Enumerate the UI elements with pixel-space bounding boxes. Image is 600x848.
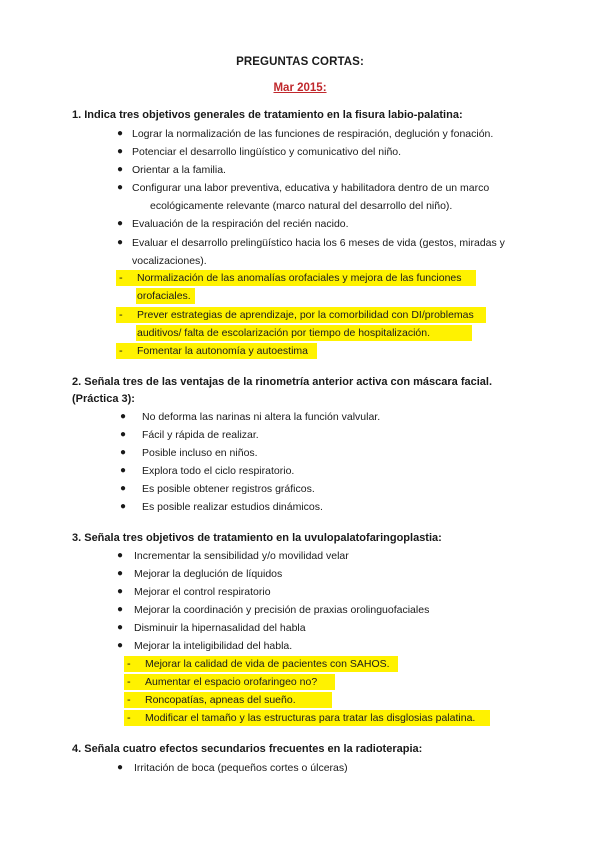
highlighted-item: Aumentar el espacio orofaringeo no? (145, 676, 318, 688)
list-item: Mejorar la deglución de líquidos (134, 568, 283, 580)
list-item: Mejorar el control respiratorio (134, 586, 271, 598)
dash-marker: - (119, 345, 123, 357)
list-item-continuation: ecológicamente relevante (marco natural del desarrollo del niño). (150, 200, 453, 212)
list-item: Es posible realizar estudios dinámicos. (142, 501, 323, 513)
highlighted-item: Mejorar la calidad de vida de pacientes con SAHOS. (145, 658, 390, 670)
highlighted-item-continuation: orofaciales. (137, 290, 191, 302)
list-item: Lograr la normalización de las funciones de respiración, deglución y fonación. (132, 128, 494, 140)
question-2-heading: 2. Señala tres de las ventajas de la rinometría anterior activa con máscara facial. (72, 376, 493, 388)
list-item: Fácil y rápida de realizar. (142, 429, 259, 441)
bullet-icon: ● (120, 429, 127, 440)
list-item: Posible incluso en niños. (142, 447, 258, 459)
list-item: No deforma las narinas ni altera la función valvular. (142, 411, 381, 423)
dash-marker: - (127, 694, 131, 706)
question-1-heading: 1. Indica tres objetivos generales de tratamiento en la fisura labio-palatina: (72, 109, 463, 121)
bullet-icon: ● (117, 762, 124, 773)
bullet-icon: ● (117, 182, 124, 193)
bullet-icon: ● (117, 128, 124, 139)
dash-marker: - (127, 676, 131, 688)
list-item: Mejorar la inteligibilidad del habla. (134, 640, 293, 652)
question-2-heading-continuation: (Práctica 3): (72, 393, 135, 405)
list-item: Potenciar el desarrollo lingüístico y comunicativo del niño. (132, 146, 402, 158)
bullet-icon: ● (117, 218, 124, 229)
dash-marker: - (119, 272, 123, 284)
list-item: Explora todo el ciclo respiratorio. (142, 465, 295, 477)
bullet-icon: ● (117, 568, 124, 579)
list-item: Incrementar la sensibilidad y/o movilidad velar (134, 550, 349, 562)
highlighted-item: Modificar el tamaño y las estructuras para tratar las disglosias palatina. (145, 712, 476, 724)
highlighted-item: Roncopatías, apneas del sueño. (145, 694, 296, 706)
list-item: Configurar una labor preventiva, educativa y habilitadora dentro de un marco (132, 182, 490, 194)
highlighted-item: Normalización de las anomalías orofaciales y mejora de las funciones (137, 272, 462, 284)
list-item: Disminuir la hipernasalidad del habla (134, 622, 306, 634)
list-item: Evaluar el desarrollo prelingüístico hacia los 6 meses de vida (gestos, miradas y (132, 237, 505, 249)
list-item: Mejorar la coordinación y precisión de praxias orolinguofaciales (134, 604, 430, 616)
bullet-icon: ● (117, 622, 124, 633)
list-item: Es posible obtener registros gráficos. (142, 483, 315, 495)
bullet-icon: ● (117, 237, 124, 248)
list-item: Orientar a la familia. (132, 164, 226, 176)
bullet-icon: ● (117, 640, 124, 651)
bullet-icon: ● (120, 411, 127, 422)
page-title: PREGUNTAS CORTAS: (236, 56, 364, 68)
bullet-icon: ● (117, 550, 124, 561)
session-heading: Mar 2015: (273, 82, 327, 94)
list-item: Evaluación de la respiración del recién nacido. (132, 218, 349, 230)
highlighted-item: Fomentar la autonomía y autoestima (137, 345, 309, 357)
bullet-icon: ● (117, 164, 124, 175)
dash-marker: - (119, 309, 123, 321)
bullet-icon: ● (117, 586, 124, 597)
question-4-heading: 4. Señala cuatro efectos secundarios frecuentes en la radioterapia: (72, 743, 423, 755)
bullet-icon: ● (120, 483, 127, 494)
highlighted-item-continuation: auditivos/ falta de escolarización por tiempo de hospitalización. (137, 327, 431, 339)
bullet-icon: ● (120, 465, 127, 476)
bullet-icon: ● (117, 146, 124, 157)
list-item-continuation: vocalizaciones). (132, 255, 207, 267)
bullet-icon: ● (117, 604, 124, 615)
bullet-icon: ● (120, 501, 127, 512)
bullet-icon: ● (120, 447, 127, 458)
highlighted-item: Prever estrategias de aprendizaje, por la comorbilidad con DI/problemas (137, 309, 474, 321)
dash-marker: - (127, 658, 131, 670)
dash-marker: - (127, 712, 131, 724)
question-3-heading: 3. Señala tres objetivos de tratamiento en la uvulopalatofaringoplastia: (72, 532, 442, 544)
list-item: Irritación de boca (pequeños cortes o úlceras) (134, 762, 348, 774)
